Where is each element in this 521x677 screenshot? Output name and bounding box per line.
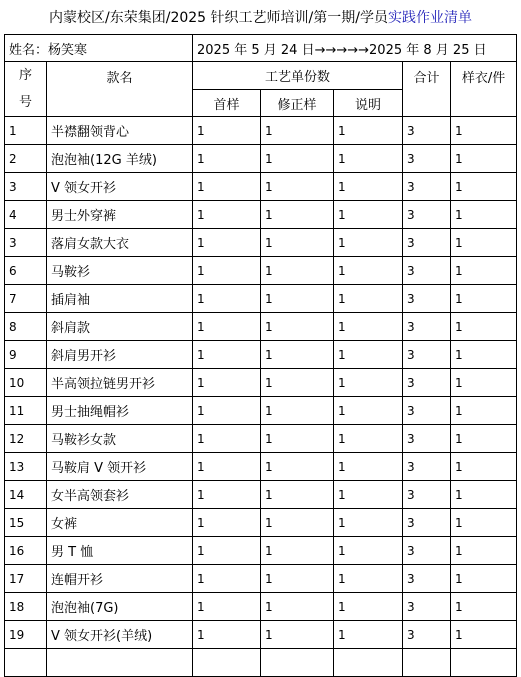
row-note-count: 1 <box>334 509 403 537</box>
table-row <box>5 621 517 649</box>
row-revised-count: 1 <box>261 481 334 509</box>
row-revised-count: 1 <box>261 565 334 593</box>
row-note-count: 1 <box>334 313 403 341</box>
row-no: 6 <box>5 257 47 285</box>
row-no: 10 <box>5 369 47 397</box>
row-first-count: 1 <box>193 565 261 593</box>
row-revised-count: 1 <box>261 509 334 537</box>
row-note-count: 1 <box>334 369 403 397</box>
row-sample-count: 1 <box>451 173 517 201</box>
row-revised-count: 1 <box>261 313 334 341</box>
row-total: 3 <box>403 425 451 453</box>
row-no: 16 <box>5 537 47 565</box>
title-main: 内蒙校区/东荣集团/2025 针织工艺师培训/第一期/学员 <box>49 10 388 26</box>
empty-cell <box>451 649 517 677</box>
row-style-name: 马鞍肩 V 领开衫 <box>47 453 193 481</box>
row-total: 3 <box>403 173 451 201</box>
row-first-count: 1 <box>193 481 261 509</box>
row-note-count: 1 <box>334 453 403 481</box>
row-sample-count: 1 <box>451 257 517 285</box>
row-note-count: 1 <box>334 341 403 369</box>
row-total: 3 <box>403 593 451 621</box>
table-row <box>5 565 517 593</box>
student-name: 姓名：杨笑寒 <box>5 35 193 62</box>
table-row <box>5 145 517 173</box>
row-note-count: 1 <box>334 593 403 621</box>
row-total: 3 <box>403 481 451 509</box>
row-no: 2 <box>5 145 47 173</box>
row-no: 7 <box>5 285 47 313</box>
row-first-count: 1 <box>193 229 261 257</box>
row-sample-count: 1 <box>451 509 517 537</box>
row-style-name: 落肩女款大衣 <box>47 229 193 257</box>
row-note-count: 1 <box>334 425 403 453</box>
row-total: 3 <box>403 537 451 565</box>
empty-row <box>5 649 517 677</box>
header-first: 首样 <box>193 90 261 117</box>
row-no: 17 <box>5 565 47 593</box>
row-total: 3 <box>403 341 451 369</box>
row-sample-count: 1 <box>451 537 517 565</box>
row-style-name: 马鞍衫 <box>47 257 193 285</box>
row-first-count: 1 <box>193 313 261 341</box>
row-total: 3 <box>403 229 451 257</box>
row-revised-count: 1 <box>261 453 334 481</box>
row-style-name: 马鞍衫女款 <box>47 425 193 453</box>
row-style-name: 连帽开衫 <box>47 565 193 593</box>
table-row <box>5 117 517 145</box>
row-no: 15 <box>5 509 47 537</box>
row-revised-count: 1 <box>261 285 334 313</box>
row-revised-count: 1 <box>261 257 334 285</box>
row-total: 3 <box>403 257 451 285</box>
row-no: 13 <box>5 453 47 481</box>
table-row <box>5 537 517 565</box>
row-first-count: 1 <box>193 397 261 425</box>
row-total: 3 <box>403 453 451 481</box>
row-style-name: V 领女开衫(羊绒) <box>47 621 193 649</box>
table-row <box>5 257 517 285</box>
table-row <box>5 313 517 341</box>
row-no: 14 <box>5 481 47 509</box>
row-no: 4 <box>5 201 47 229</box>
table-row <box>5 425 517 453</box>
row-note-count: 1 <box>334 397 403 425</box>
row-note-count: 1 <box>334 257 403 285</box>
row-total: 3 <box>403 509 451 537</box>
table-row <box>5 341 517 369</box>
row-revised-count: 1 <box>261 173 334 201</box>
table-row <box>5 453 517 481</box>
header-group: 工艺单份数 <box>193 62 403 90</box>
row-style-name: 男士外穿裤 <box>47 201 193 229</box>
table-row <box>5 593 517 621</box>
table-row <box>5 173 517 201</box>
row-sample-count: 1 <box>451 145 517 173</box>
row-no: 11 <box>5 397 47 425</box>
row-sample-count: 1 <box>451 313 517 341</box>
row-style-name: 女裤 <box>47 509 193 537</box>
row-first-count: 1 <box>193 509 261 537</box>
row-total: 3 <box>403 145 451 173</box>
table-row <box>5 201 517 229</box>
row-sample-count: 1 <box>451 201 517 229</box>
table-row <box>5 369 517 397</box>
row-style-name: 半襟翻领背心 <box>47 117 193 145</box>
row-revised-count: 1 <box>261 537 334 565</box>
row-no: 3 <box>5 229 47 257</box>
row-revised-count: 1 <box>261 369 334 397</box>
row-note-count: 1 <box>334 201 403 229</box>
row-sample-count: 1 <box>451 453 517 481</box>
row-note-count: 1 <box>334 537 403 565</box>
row-note-count: 1 <box>334 173 403 201</box>
row-no: 1 <box>5 117 47 145</box>
header-seq-line2: 号 <box>18 95 32 110</box>
row-total: 3 <box>403 621 451 649</box>
header-row-1 <box>5 62 517 90</box>
row-style-name: 斜肩男开衫 <box>47 341 193 369</box>
row-note-count: 1 <box>334 145 403 173</box>
row-first-count: 1 <box>193 425 261 453</box>
row-no: 18 <box>5 593 47 621</box>
row-first-count: 1 <box>193 593 261 621</box>
row-style-name: 女半高领套衫 <box>47 481 193 509</box>
header-revised: 修正样 <box>261 90 334 117</box>
row-style-name: 男 T 恤 <box>47 537 193 565</box>
row-style-name: V 领女开衫 <box>47 173 193 201</box>
row-first-count: 1 <box>193 453 261 481</box>
row-sample-count: 1 <box>451 341 517 369</box>
row-first-count: 1 <box>193 341 261 369</box>
empty-cell <box>261 649 334 677</box>
row-sample-count: 1 <box>451 117 517 145</box>
row-first-count: 1 <box>193 369 261 397</box>
row-total: 3 <box>403 285 451 313</box>
row-sample-count: 1 <box>451 369 517 397</box>
row-revised-count: 1 <box>261 621 334 649</box>
row-total: 3 <box>403 201 451 229</box>
row-style-name: 斜肩款 <box>47 313 193 341</box>
row-first-count: 1 <box>193 621 261 649</box>
row-first-count: 1 <box>193 285 261 313</box>
table-row <box>5 397 517 425</box>
page-title <box>0 0 521 34</box>
row-sample-count: 1 <box>451 565 517 593</box>
row-note-count: 1 <box>334 621 403 649</box>
row-first-count: 1 <box>193 257 261 285</box>
date-range: 2025 年 5 月 24 日→→→→→2025 年 8 月 25 日 <box>193 35 517 62</box>
header-sample: 样衣/件 <box>451 62 517 117</box>
row-no: 12 <box>5 425 47 453</box>
assignment-table <box>4 34 517 677</box>
table-row <box>5 481 517 509</box>
row-revised-count: 1 <box>261 397 334 425</box>
row-revised-count: 1 <box>261 425 334 453</box>
row-revised-count: 1 <box>261 229 334 257</box>
empty-cell <box>5 649 47 677</box>
row-revised-count: 1 <box>261 201 334 229</box>
row-style-name: 男士抽绳帽衫 <box>47 397 193 425</box>
row-total: 3 <box>403 369 451 397</box>
row-revised-count: 1 <box>261 341 334 369</box>
row-sample-count: 1 <box>451 481 517 509</box>
header-note: 说明 <box>334 90 403 117</box>
title-accent: 实践作业清单 <box>387 10 472 26</box>
row-style-name: 半高领拉链男开衫 <box>47 369 193 397</box>
header-style-name: 款名 <box>47 62 193 117</box>
row-total: 3 <box>403 313 451 341</box>
row-sample-count: 1 <box>451 621 517 649</box>
row-style-name: 泡泡袖(7G) <box>47 593 193 621</box>
student-row <box>5 35 517 62</box>
row-style-name: 泡泡袖(12G 羊绒) <box>47 145 193 173</box>
empty-cell <box>334 649 403 677</box>
row-first-count: 1 <box>193 537 261 565</box>
empty-cell <box>193 649 261 677</box>
empty-cell <box>47 649 193 677</box>
row-no: 9 <box>5 341 47 369</box>
row-style-name: 插肩袖 <box>47 285 193 313</box>
header-seq <box>5 62 47 117</box>
row-sample-count: 1 <box>451 397 517 425</box>
row-total: 3 <box>403 397 451 425</box>
row-note-count: 1 <box>334 229 403 257</box>
row-sample-count: 1 <box>451 593 517 621</box>
row-total: 3 <box>403 565 451 593</box>
row-note-count: 1 <box>334 565 403 593</box>
row-no: 3 <box>5 173 47 201</box>
table-row <box>5 229 517 257</box>
row-revised-count: 1 <box>261 593 334 621</box>
row-first-count: 1 <box>193 145 261 173</box>
row-revised-count: 1 <box>261 117 334 145</box>
table-row <box>5 285 517 313</box>
row-note-count: 1 <box>334 481 403 509</box>
table-row <box>5 509 517 537</box>
header-total: 合计 <box>403 62 451 117</box>
row-no: 19 <box>5 621 47 649</box>
row-sample-count: 1 <box>451 285 517 313</box>
row-first-count: 1 <box>193 173 261 201</box>
header-seq-line1: 序 <box>18 68 32 83</box>
row-sample-count: 1 <box>451 229 517 257</box>
row-total: 3 <box>403 117 451 145</box>
row-note-count: 1 <box>334 117 403 145</box>
row-note-count: 1 <box>334 285 403 313</box>
row-no: 8 <box>5 313 47 341</box>
row-first-count: 1 <box>193 201 261 229</box>
row-revised-count: 1 <box>261 145 334 173</box>
row-first-count: 1 <box>193 117 261 145</box>
row-sample-count: 1 <box>451 425 517 453</box>
empty-cell <box>403 649 451 677</box>
